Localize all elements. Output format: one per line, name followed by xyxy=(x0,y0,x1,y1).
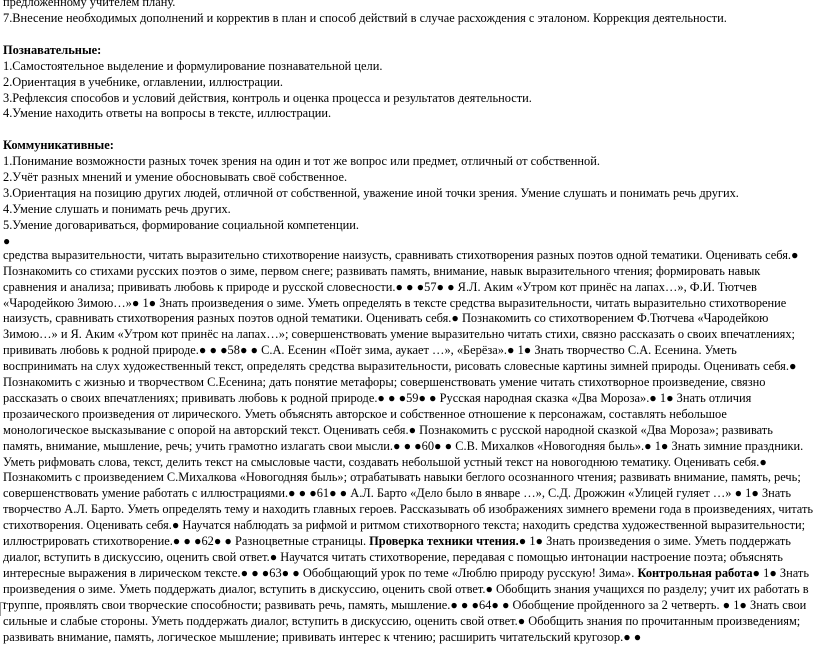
control-work-title: Контрольная работа xyxy=(637,565,753,580)
communicative-item: 2.Учёт разных мнений и умение обосновывать своё собственное. xyxy=(3,170,348,185)
lesson-text-part-2: ● 1● Знать произведения о зиме. Уметь поддержать диалог, вступить в дискуссию, оценить свой ответ.● Научатся читать стихотворение, передавая с помощью интонации настроение поэта; объяснять интересные выражения в лирическом тексте.● ● ●63● ● Обобщающий урок по теме «Люблю природу русскую! Зима». xyxy=(3,534,791,580)
spacer xyxy=(3,122,814,138)
cognitive-item: 4.Умение находить ответы на вопросы в тексте, иллюстрации. xyxy=(3,106,332,121)
communicative-heading: Коммуникативные: xyxy=(3,138,114,153)
cognitive-item: 1.Самостоятельное выделение и формулирование познавательной цели. xyxy=(3,58,383,73)
communicative-item: 3.Ориентация на позицию других людей, отличной от собственной, уважение иной точки зрения. Умение слушать и понимать речь других. xyxy=(3,186,739,201)
communicative-item: 4.Умение слушать и понимать речь других. xyxy=(3,201,231,216)
cognitive-item: 2.Ориентация в учебнике, оглавлении, иллюстрации. xyxy=(3,74,283,89)
intro-line-2: 7.Внесение необходимых дополнений и корректив в план и способ действий в случае расхождения с эталоном. Коррекция деятельности. xyxy=(3,10,727,25)
cognitive-heading: Познавательные: xyxy=(3,42,102,57)
communicative-item: 1.Понимание возможности разных точек зрения на один и тот же вопрос или предмет, отличный от собственной. xyxy=(3,154,600,169)
lesson-text-part-3: ● 1● Знать произведения о зиме. Уметь поддержать диалог, вступить в дискуссию, оценить свой ответ.● Обобщить знания учащихся по разделу; учит их работать в группе, проявлять свои творческие способности; развивать речь, память, мышление.● ● ●64● ● Обобщение пройденного за 2 четверть. ● 1● Знать свои сильные и слабые стороны. Уметь поддержать диалог, вступить в дискуссию, оценить свой ответ.● Обобщить знания по прочитанным произведениям; развивать внимание, память, логическое мышление; прививать интерес к чтению; расширить читательский кругозор.● ● xyxy=(3,565,809,644)
reading-check-title: Проверка техники чтения. xyxy=(369,534,519,549)
lesson-plan-table-text xyxy=(3,248,814,645)
intro-line-1: предложенному учителем плану. xyxy=(3,0,176,9)
communicative-item: 5.Умение договариваться, формирование социальной компетенции. xyxy=(3,217,359,232)
bullet-marker: ● xyxy=(3,233,11,248)
document-page xyxy=(3,0,814,645)
spacer xyxy=(3,27,814,43)
page-corner-mark xyxy=(0,602,6,616)
lesson-text-part-1: средства выразительности, читать выразительно стихотворение наизусть, сравнивать стихотворения разных поэтов одной тематики. Оценивать себя.● Познакомить со стихами русских поэтов о зиме, первом снеге; развивать память, внимание, навык выразительного чтения; формировать навык сравнения и анализа; прививать любовь к природе и русской словесности.● ● ●57● ● Я.Л. Аким «Утром кот принёс на лапах…», Ф.И. Тютчев «Чародейкою Зимою…»● 1● Знать произведения о зиме. Уметь определять в тексте средства выразительности, читать выразительно стихотворение наизусть, сравнивать стихотворения разных поэтов одной тематики. Оценивать себя.● Познакомить со стихотворением Ф.Тютчева «Чародейкою Зимою…» и Я. Аким «Утром кот принёс на лапах…»; совершенствовать умение выразительно читать стихи, связно рассказать о своих впечатлениях; прививать любовь к родной природе.● ● ●58● ● С.А. Есенин «Поёт зима, аукает …», «Берёза».● 1● Знать творчество С.А. Есенина. Уметь воспринимать на слух художественный текст, определять средства выразительности, рисовать словесные картины зимней природы. Оценивать себя.● Познакомить с жизнью и творчеством С.Есенина; дать понятие метафоры; совершенствовать умение читать стихотворное произведение, связно рассказать о своих впечатлениях; прививать любовь к родной природе.● ● ●59● ● Русская народная сказка «Два Мороза».● 1● Знать отличия прозаического произведения от лирического. Уметь объяснять авторское и собственное отношение к персонажам, составлять небольшое монологическое высказывание с опорой на авторский текст. Оценивать себя.● Познакомить с русской народной сказкой «Два Мороза»; развивать память, внимание, мышление, речь; учить грамотно излагать свои мысли.● ● ●60● ● С.В. Михалков «Новогодняя быль».● 1● Знать зимние праздники. Уметь рифмовать слова, текст, делить текст на смысловые части, создавать небольшой устный текст на новогоднюю тематику. Оценивать себя.● Познакомить с произведением С.Михалкова «Новогодняя быль»; отрабатывать навыки беглого осознанного чтения; развивать внимание, память, речь; совершенствовать умение работать с иллюстрациями.● ● ●61● ● А.Л. Барто «Дело было в январе …», С.Д. Дрожжин «Улицей гуляет …» ● 1● Знать творчество А.Л. Барто. Уметь определять тему и находить главных героев. Рассказывать об изображениях зимнего времени года в произведениях, читать стихотворения. Оценивать себя.● Научатся наблюдать за рифмой и ритмом стихотворного текста; находить средства художественной выразительности; иллюстрировать стихотворение.● ● ●62● ● Разноцветные страницы. xyxy=(3,247,814,549)
cognitive-item: 3.Рефлексия способов и условий действия, контроль и оценка процесса и результатов деятельности. xyxy=(3,90,532,105)
